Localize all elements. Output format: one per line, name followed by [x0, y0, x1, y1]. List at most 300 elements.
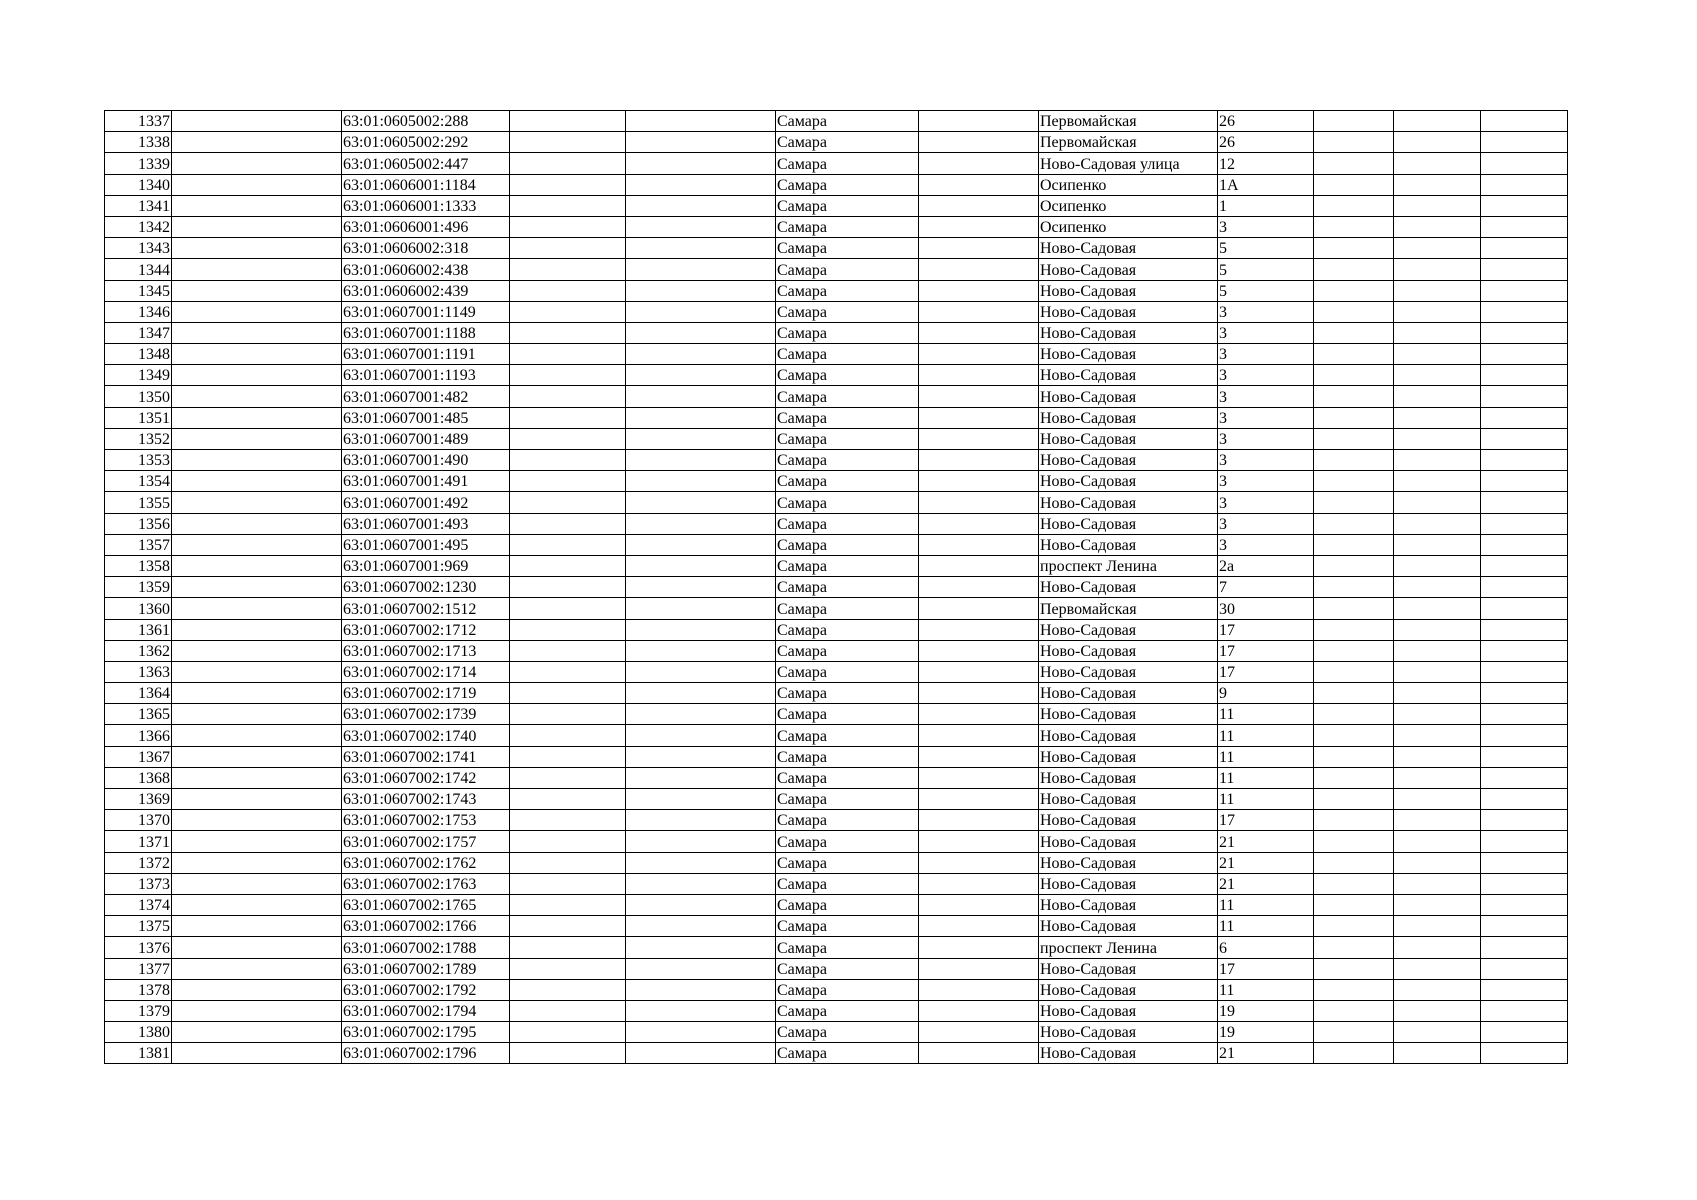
cell-row-number: 1373 [105, 873, 172, 894]
cell-cadastral-number: 63:01:0607001:495 [342, 534, 510, 555]
cell-empty [172, 111, 342, 132]
cell-street: Осипенко [1039, 195, 1218, 216]
cell-street: Ново-Садовая [1039, 238, 1218, 259]
cell-empty [1481, 704, 1568, 725]
cell-empty [626, 492, 776, 513]
cell-row-number: 1368 [105, 767, 172, 788]
table-row [105, 916, 1568, 937]
cell-empty [1314, 1022, 1394, 1043]
cell-empty [1481, 746, 1568, 767]
cell-city: Самара [776, 873, 919, 894]
cell-empty [1481, 661, 1568, 682]
cell-house: 3 [1218, 450, 1314, 471]
cell-empty [626, 810, 776, 831]
cell-empty [1481, 322, 1568, 343]
cell-empty [1314, 746, 1394, 767]
cell-row-number: 1357 [105, 534, 172, 555]
table-body [105, 111, 1568, 1064]
cell-empty [1394, 767, 1481, 788]
cell-empty [1481, 344, 1568, 365]
cell-city: Самара [776, 958, 919, 979]
cell-empty [919, 386, 1039, 407]
cell-empty [172, 386, 342, 407]
cell-street: Ново-Садовая [1039, 577, 1218, 598]
cell-row-number: 1353 [105, 450, 172, 471]
table-row [105, 450, 1568, 471]
cell-house: 3 [1218, 365, 1314, 386]
cell-empty [172, 174, 342, 195]
table-row [105, 471, 1568, 492]
cell-empty [626, 322, 776, 343]
cell-street: Ново-Садовая [1039, 1000, 1218, 1021]
cell-row-number: 1378 [105, 979, 172, 1000]
cell-cadastral-number: 63:01:0607002:1789 [342, 958, 510, 979]
table-row [105, 1000, 1568, 1021]
cell-street: проспект Ленина [1039, 555, 1218, 576]
cell-row-number: 1350 [105, 386, 172, 407]
cell-empty [510, 1043, 626, 1064]
cell-empty [1394, 365, 1481, 386]
cell-empty [172, 640, 342, 661]
cell-empty [1394, 450, 1481, 471]
cell-house: 3 [1218, 471, 1314, 492]
cell-cadastral-number: 63:01:0607002:1714 [342, 661, 510, 682]
cell-empty [1481, 238, 1568, 259]
cell-empty [510, 555, 626, 576]
table-row [105, 344, 1568, 365]
cell-empty [626, 555, 776, 576]
cell-cadastral-number: 63:01:0607002:1753 [342, 810, 510, 831]
cell-empty [1481, 301, 1568, 322]
cell-city: Самара [776, 1043, 919, 1064]
cell-empty [626, 598, 776, 619]
cell-empty [919, 428, 1039, 449]
cell-cadastral-number: 63:01:0607001:969 [342, 555, 510, 576]
cell-row-number: 1364 [105, 683, 172, 704]
cell-city: Самара [776, 301, 919, 322]
cell-empty [1394, 577, 1481, 598]
cell-street: Ново-Садовая [1039, 916, 1218, 937]
cell-empty [1481, 513, 1568, 534]
table-row [105, 831, 1568, 852]
document-sheet [104, 110, 1568, 1064]
cell-city: Самара [776, 492, 919, 513]
cell-street: Ново-Садовая [1039, 725, 1218, 746]
cell-city: Самара [776, 322, 919, 343]
cell-empty [1314, 492, 1394, 513]
cell-city: Самара [776, 428, 919, 449]
cell-row-number: 1337 [105, 111, 172, 132]
cell-city: Самара [776, 661, 919, 682]
cell-empty [172, 916, 342, 937]
cell-row-number: 1371 [105, 831, 172, 852]
cell-house: 3 [1218, 301, 1314, 322]
cell-house: 11 [1218, 767, 1314, 788]
cell-empty [1394, 1022, 1481, 1043]
cell-house: 11 [1218, 916, 1314, 937]
cell-empty [1481, 577, 1568, 598]
table-row [105, 280, 1568, 301]
cell-empty [172, 683, 342, 704]
cell-empty [1481, 873, 1568, 894]
cell-empty [172, 725, 342, 746]
cell-empty [510, 322, 626, 343]
cell-cadastral-number: 63:01:0606001:1333 [342, 195, 510, 216]
cell-house: 19 [1218, 1022, 1314, 1043]
cell-empty [919, 852, 1039, 873]
cell-empty [919, 322, 1039, 343]
cell-house: 17 [1218, 619, 1314, 640]
cell-empty [1481, 428, 1568, 449]
cell-empty [172, 534, 342, 555]
cell-empty [919, 1022, 1039, 1043]
cell-empty [510, 195, 626, 216]
cell-empty [919, 238, 1039, 259]
cell-empty [510, 725, 626, 746]
cell-row-number: 1359 [105, 577, 172, 598]
cell-street: Ново-Садовая [1039, 619, 1218, 640]
cell-empty [510, 979, 626, 1000]
cell-empty [1394, 704, 1481, 725]
cell-row-number: 1377 [105, 958, 172, 979]
cell-empty [172, 661, 342, 682]
cell-empty [510, 598, 626, 619]
cell-house: 9 [1218, 683, 1314, 704]
cell-row-number: 1363 [105, 661, 172, 682]
table-row [105, 195, 1568, 216]
cell-empty [919, 873, 1039, 894]
cell-empty [626, 407, 776, 428]
cell-empty [510, 577, 626, 598]
table-row [105, 683, 1568, 704]
cell-empty [510, 238, 626, 259]
cell-empty [510, 259, 626, 280]
cell-house: 12 [1218, 153, 1314, 174]
cell-empty [1394, 492, 1481, 513]
cell-city: Самара [776, 767, 919, 788]
cell-empty [919, 958, 1039, 979]
cell-empty [172, 195, 342, 216]
cell-empty [919, 767, 1039, 788]
cell-empty [1394, 661, 1481, 682]
cell-street: Ново-Садовая [1039, 322, 1218, 343]
cell-empty [1314, 471, 1394, 492]
cell-city: Самара [776, 619, 919, 640]
cell-house: 3 [1218, 492, 1314, 513]
cell-empty [1481, 111, 1568, 132]
cell-street: Ново-Садовая [1039, 852, 1218, 873]
cell-empty [510, 704, 626, 725]
cell-empty [510, 1022, 626, 1043]
cell-empty [1394, 979, 1481, 1000]
cell-empty [1481, 937, 1568, 958]
cell-cadastral-number: 63:01:0605002:292 [342, 132, 510, 153]
cell-street: Ново-Садовая [1039, 767, 1218, 788]
cell-empty [1314, 153, 1394, 174]
cell-cadastral-number: 63:01:0606002:438 [342, 259, 510, 280]
cell-row-number: 1381 [105, 1043, 172, 1064]
cell-house: 1А [1218, 174, 1314, 195]
cell-house: 21 [1218, 1043, 1314, 1064]
cell-empty [510, 450, 626, 471]
cell-cadastral-number: 63:01:0606002:318 [342, 238, 510, 259]
cell-city: Самара [776, 450, 919, 471]
cell-empty [1394, 471, 1481, 492]
cell-empty [510, 280, 626, 301]
cell-empty [172, 746, 342, 767]
cell-row-number: 1361 [105, 619, 172, 640]
table-row [105, 619, 1568, 640]
cell-street: Ново-Садовая [1039, 492, 1218, 513]
cell-city: Самара [776, 916, 919, 937]
cell-empty [172, 513, 342, 534]
cell-row-number: 1340 [105, 174, 172, 195]
cell-city: Самара [776, 259, 919, 280]
cell-row-number: 1347 [105, 322, 172, 343]
cell-cadastral-number: 63:01:0607002:1712 [342, 619, 510, 640]
cell-empty [626, 386, 776, 407]
cell-empty [1314, 598, 1394, 619]
cell-empty [172, 407, 342, 428]
cell-empty [919, 174, 1039, 195]
cell-cadastral-number: 63:01:0607002:1512 [342, 598, 510, 619]
table-row [105, 365, 1568, 386]
cell-street: Первомайская [1039, 132, 1218, 153]
cell-city: Самара [776, 810, 919, 831]
cell-empty [172, 344, 342, 365]
cell-empty [626, 661, 776, 682]
cell-street: Ново-Садовая [1039, 894, 1218, 915]
cell-empty [1394, 132, 1481, 153]
cell-house: 5 [1218, 259, 1314, 280]
cell-empty [919, 344, 1039, 365]
cell-house: 7 [1218, 577, 1314, 598]
cell-empty [1394, 1043, 1481, 1064]
cell-cadastral-number: 63:01:0607002:1230 [342, 577, 510, 598]
cell-house: 17 [1218, 661, 1314, 682]
cell-empty [919, 407, 1039, 428]
cell-house: 3 [1218, 344, 1314, 365]
cell-empty [1394, 725, 1481, 746]
cell-empty [172, 598, 342, 619]
cell-city: Самара [776, 216, 919, 237]
cell-street: проспект Ленина [1039, 937, 1218, 958]
cell-street: Ново-Садовая [1039, 1022, 1218, 1043]
cell-city: Самара [776, 153, 919, 174]
cell-house: 3 [1218, 534, 1314, 555]
cell-empty [1314, 534, 1394, 555]
cell-empty [919, 746, 1039, 767]
cell-empty [1394, 111, 1481, 132]
cell-empty [626, 216, 776, 237]
cell-cadastral-number: 63:01:0605002:288 [342, 111, 510, 132]
cell-empty [1481, 979, 1568, 1000]
cell-street: Первомайская [1039, 111, 1218, 132]
cell-empty [1314, 322, 1394, 343]
cell-city: Самара [776, 386, 919, 407]
cell-cadastral-number: 63:01:0607001:482 [342, 386, 510, 407]
cell-street: Ново-Садовая [1039, 513, 1218, 534]
cell-empty [626, 1000, 776, 1021]
cell-cadastral-number: 63:01:0607002:1763 [342, 873, 510, 894]
cell-row-number: 1338 [105, 132, 172, 153]
cell-city: Самара [776, 683, 919, 704]
cell-empty [1314, 259, 1394, 280]
cell-city: Самара [776, 195, 919, 216]
cell-empty [1314, 555, 1394, 576]
cell-empty [919, 153, 1039, 174]
cell-empty [510, 344, 626, 365]
cell-cadastral-number: 63:01:0607002:1762 [342, 852, 510, 873]
cell-empty [1394, 789, 1481, 810]
cell-cadastral-number: 63:01:0607001:1193 [342, 365, 510, 386]
cell-empty [919, 598, 1039, 619]
cell-row-number: 1370 [105, 810, 172, 831]
cell-house: 2а [1218, 555, 1314, 576]
cell-empty [1481, 1022, 1568, 1043]
table-row [105, 937, 1568, 958]
cell-empty [626, 259, 776, 280]
table-row [105, 111, 1568, 132]
cell-house: 6 [1218, 937, 1314, 958]
cell-house: 11 [1218, 979, 1314, 1000]
cell-empty [1481, 683, 1568, 704]
table-row [105, 492, 1568, 513]
cell-empty [919, 471, 1039, 492]
cell-street: Ново-Садовая [1039, 534, 1218, 555]
cell-street: Ново-Садовая [1039, 450, 1218, 471]
cell-empty [510, 640, 626, 661]
cell-empty [1314, 873, 1394, 894]
cell-empty [919, 789, 1039, 810]
cell-city: Самара [776, 640, 919, 661]
cell-empty [172, 979, 342, 1000]
cell-empty [510, 471, 626, 492]
cell-empty [626, 979, 776, 1000]
cell-empty [172, 259, 342, 280]
cell-empty [626, 789, 776, 810]
cell-city: Самара [776, 789, 919, 810]
cell-empty [919, 704, 1039, 725]
cell-empty [626, 873, 776, 894]
cell-empty [1481, 259, 1568, 280]
cell-cadastral-number: 63:01:0607001:492 [342, 492, 510, 513]
cell-cadastral-number: 63:01:0606002:439 [342, 280, 510, 301]
cell-house: 11 [1218, 746, 1314, 767]
cell-empty [626, 852, 776, 873]
cell-street: Ново-Садовая [1039, 746, 1218, 767]
cell-cadastral-number: 63:01:0607002:1741 [342, 746, 510, 767]
cell-empty [1481, 555, 1568, 576]
cell-empty [172, 1022, 342, 1043]
cell-empty [510, 810, 626, 831]
cell-empty [626, 195, 776, 216]
cell-empty [1481, 492, 1568, 513]
cell-empty [626, 238, 776, 259]
cell-city: Самара [776, 831, 919, 852]
cell-city: Самара [776, 344, 919, 365]
table-row [105, 577, 1568, 598]
cell-empty [1481, 365, 1568, 386]
cell-house: 11 [1218, 725, 1314, 746]
cell-empty [1394, 407, 1481, 428]
cell-empty [626, 746, 776, 767]
cell-empty [919, 979, 1039, 1000]
cell-city: Самара [776, 555, 919, 576]
table-row [105, 386, 1568, 407]
cell-row-number: 1346 [105, 301, 172, 322]
cell-empty [919, 111, 1039, 132]
cell-cadastral-number: 63:01:0607002:1742 [342, 767, 510, 788]
cell-empty [1394, 428, 1481, 449]
registry-table [104, 110, 1568, 1064]
cell-empty [919, 216, 1039, 237]
cell-cadastral-number: 63:01:0607002:1765 [342, 894, 510, 915]
cell-row-number: 1349 [105, 365, 172, 386]
cell-empty [1314, 831, 1394, 852]
cell-cadastral-number: 63:01:0606001:496 [342, 216, 510, 237]
cell-row-number: 1356 [105, 513, 172, 534]
cell-empty [1314, 195, 1394, 216]
cell-street: Ново-Садовая [1039, 471, 1218, 492]
cell-empty [1314, 238, 1394, 259]
cell-empty [1314, 216, 1394, 237]
cell-empty [1314, 916, 1394, 937]
cell-cadastral-number: 63:01:0607001:490 [342, 450, 510, 471]
cell-empty [626, 640, 776, 661]
cell-row-number: 1360 [105, 598, 172, 619]
cell-house: 21 [1218, 831, 1314, 852]
cell-city: Самара [776, 534, 919, 555]
cell-empty [1481, 725, 1568, 746]
cell-empty [626, 958, 776, 979]
cell-empty [626, 450, 776, 471]
cell-empty [626, 513, 776, 534]
cell-empty [510, 767, 626, 788]
cell-empty [1314, 852, 1394, 873]
cell-empty [1314, 301, 1394, 322]
cell-street: Ново-Садовая [1039, 661, 1218, 682]
cell-empty [1314, 428, 1394, 449]
cell-house: 3 [1218, 386, 1314, 407]
cell-street: Ново-Садовая [1039, 301, 1218, 322]
cell-empty [510, 789, 626, 810]
cell-empty [626, 1022, 776, 1043]
cell-row-number: 1379 [105, 1000, 172, 1021]
cell-row-number: 1372 [105, 852, 172, 873]
cell-empty [1481, 386, 1568, 407]
cell-empty [510, 831, 626, 852]
cell-empty [172, 577, 342, 598]
table-row [105, 640, 1568, 661]
cell-empty [919, 640, 1039, 661]
cell-empty [510, 132, 626, 153]
cell-empty [626, 471, 776, 492]
cell-city: Самара [776, 894, 919, 915]
cell-empty [919, 937, 1039, 958]
cell-empty [172, 492, 342, 513]
cell-house: 11 [1218, 704, 1314, 725]
cell-cadastral-number: 63:01:0607002:1788 [342, 937, 510, 958]
table-row [105, 238, 1568, 259]
cell-empty [172, 471, 342, 492]
cell-empty [919, 916, 1039, 937]
cell-house: 19 [1218, 1000, 1314, 1021]
cell-empty [172, 280, 342, 301]
table-row [105, 1043, 1568, 1064]
cell-row-number: 1339 [105, 153, 172, 174]
table-row [105, 132, 1568, 153]
